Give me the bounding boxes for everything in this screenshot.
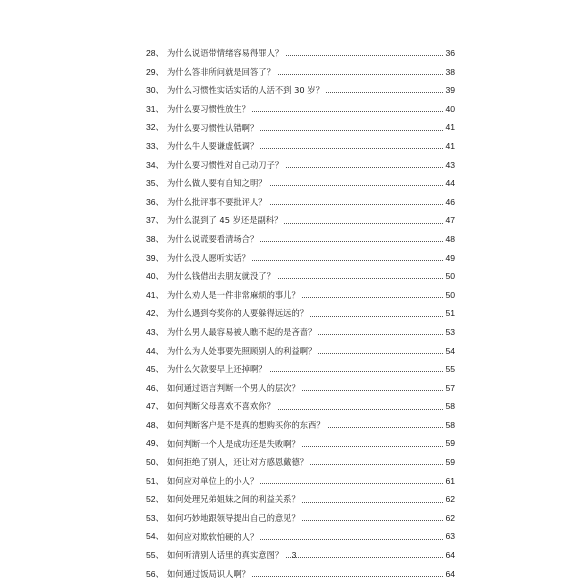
toc-entry-number: 45、 (146, 364, 165, 375)
toc-entry-title-text: 如何应对单位上的小人？ (167, 475, 259, 486)
toc-entry-number: 29、 (146, 66, 165, 77)
table-of-contents (0, 44, 588, 583)
toc-entry-title (167, 365, 269, 373)
toc-entry-page: 46 (445, 196, 455, 207)
toc-entry-page: 59 (445, 457, 455, 468)
toc-entry-title (167, 105, 252, 113)
toc-entry-page: 40 (445, 103, 455, 114)
toc-entry-title (167, 402, 277, 410)
toc-entry-title-text: 如何判断父母喜欢不喜欢你？ (167, 401, 275, 412)
toc-entry-number: 38、 (146, 233, 165, 244)
toc-entry[interactable] (0, 360, 588, 379)
toc-entry-number: 47、 (146, 401, 165, 412)
toc-entry[interactable] (0, 137, 588, 156)
toc-entry-page: 62 (445, 512, 455, 523)
toc-entry[interactable] (0, 211, 588, 230)
toc-entry-title (167, 347, 318, 355)
toc-entry-number: 53、 (146, 512, 165, 523)
toc-entry-number: 43、 (146, 326, 165, 337)
toc-entry-title-text: 为什么没人愿听实话？ (167, 252, 250, 263)
toc-entry[interactable] (0, 267, 588, 286)
toc-entry-title (167, 254, 252, 262)
toc-entry-page: 55 (445, 364, 455, 375)
toc-entry-title-text: 为什么说语带情绪容易得罪人？ (167, 48, 284, 59)
toc-entry[interactable] (0, 193, 588, 212)
toc-entry-title-text: 为什么男人最容易被人瞧不起的是吝啬？ (167, 327, 317, 338)
toc-entry-title-text: 如何巧妙地跟领导提出自己的意见？ (167, 512, 300, 523)
toc-entry-title-text: 为什么钱借出去朋友就没了？ (167, 271, 275, 282)
toc-entry-page: 38 (445, 66, 455, 77)
toc-entry-title (167, 514, 302, 522)
toc-entry-number: 54、 (146, 531, 165, 542)
toc-entry[interactable] (0, 509, 588, 528)
toc-entry-title (167, 68, 277, 76)
toc-entry-page: 50 (445, 271, 455, 282)
toc-entry-title (167, 309, 310, 317)
toc-entry-page: 64 (445, 568, 455, 579)
toc-entry-title-text: 为什么牛人要谦虚低调？ (167, 141, 259, 152)
toc-entry-page: 44 (445, 178, 455, 189)
toc-entry-title-text: 为什么混到了 45 岁还是副科？ (167, 215, 283, 226)
toc-entry-number: 33、 (146, 140, 165, 151)
toc-entry-title (167, 124, 260, 132)
toc-entry-title (167, 384, 302, 392)
toc-entry[interactable] (0, 323, 588, 342)
toc-entry-title (167, 86, 326, 94)
toc-entry-title (167, 570, 252, 578)
toc-entry[interactable] (0, 304, 588, 323)
toc-entry-page: 49 (445, 252, 455, 263)
toc-entry[interactable] (0, 118, 588, 137)
toc-entry-title (167, 272, 277, 280)
toc-entry-title-text: 如何通过饭局识人啊？ (167, 568, 250, 579)
toc-entry-title-text: 如何听清别人话里的真实意图？ (167, 550, 284, 561)
toc-entry-number: 39、 (146, 252, 165, 263)
toc-entry-title-text: 为什么要习惯性放生？ (167, 103, 250, 114)
toc-entry[interactable] (0, 81, 588, 100)
toc-entry-number: 42、 (146, 308, 165, 319)
toc-entry-title-text: 如何判断一个人是成功还是失败啊？ (167, 438, 300, 449)
toc-entry-title-text: 为什么欠款要早上还掉啊？ (167, 364, 267, 375)
toc-entry-title-text: 如何处理兄弟姐妹之间的利益关系？ (167, 494, 300, 505)
toc-entry[interactable] (0, 100, 588, 119)
toc-entry-number: 34、 (146, 159, 165, 170)
toc-entry[interactable] (0, 249, 588, 268)
toc-entry-number: 40、 (146, 271, 165, 282)
toc-entry-title-text: 如何应对欺软怕硬的人？ (167, 531, 259, 542)
toc-entry[interactable] (0, 342, 588, 361)
toc-entry-page: 50 (445, 289, 455, 300)
toc-entry-page: 51 (445, 308, 455, 319)
toc-entry-number: 50、 (146, 457, 165, 468)
toc-entry-page: 61 (445, 475, 455, 486)
toc-entry-number: 52、 (146, 494, 165, 505)
toc-entry[interactable] (0, 472, 588, 491)
toc-entry[interactable] (0, 490, 588, 509)
toc-entry-title (167, 495, 302, 503)
page-number: 3 (291, 550, 297, 560)
toc-entry-title-text: 为什么为人处事要先照顾别人的利益啊？ (167, 345, 317, 356)
toc-entry-title (167, 161, 285, 169)
toc-entry-title (167, 551, 285, 559)
toc-entry-page: 41 (445, 140, 455, 151)
toc-entry-number: 37、 (146, 215, 165, 226)
toc-entry-title-text: 为什么要习惯性对自己动刀子？ (167, 159, 284, 170)
toc-entry-page: 53 (445, 326, 455, 337)
toc-entry-title-text: 为什么要习惯性认错啊？ (167, 122, 259, 133)
toc-entry-page: 48 (445, 233, 455, 244)
toc-entry-title-text: 如何拒绝了别人，还让对方感恩戴德？ (167, 457, 309, 468)
toc-entry-title-text: 为什么说谎要看清场合？ (167, 234, 259, 245)
toc-entry-title (167, 216, 284, 224)
toc-entry-number: 30、 (146, 85, 165, 96)
toc-entry-number: 32、 (146, 122, 165, 133)
toc-entry-number: 31、 (146, 103, 165, 114)
toc-entry[interactable] (0, 156, 588, 175)
toc-entry-title (167, 142, 260, 150)
toc-entry-title (167, 179, 269, 187)
toc-entry-page: 58 (445, 419, 455, 430)
toc-entry-page: 54 (445, 345, 455, 356)
toc-entry-number: 41、 (146, 289, 165, 300)
toc-entry[interactable] (0, 453, 588, 472)
toc-entry-number: 28、 (146, 48, 165, 58)
toc-entry-title-text: 为什么习惯性实话实话的人活不到 30 岁？ (167, 85, 324, 96)
toc-entry-number: 46、 (146, 382, 165, 393)
toc-entry[interactable] (0, 379, 588, 398)
toc-entry-page: 58 (445, 401, 455, 412)
toc-entry[interactable] (0, 230, 588, 249)
toc-entry-page: 41 (445, 122, 455, 133)
toc-entry-title-text: 为什么劝人是一件非常麻烦的事儿？ (167, 289, 300, 300)
toc-entry-title (167, 198, 269, 206)
toc-entry-title (167, 421, 327, 429)
toc-entry-number: 55、 (146, 550, 165, 561)
toc-entry-number: 36、 (146, 196, 165, 207)
toc-entry-title-text: 如何判断客户是不是真的想购买你的东西？ (167, 420, 325, 431)
toc-entry-title-text: 为什么遇到夸奖你的人要躲得远远的？ (167, 308, 309, 319)
toc-entry-page: 39 (445, 85, 455, 96)
toc-entry[interactable] (0, 63, 588, 82)
toc-entry-title (167, 533, 260, 541)
toc-entry-title (167, 477, 260, 485)
toc-entry-page: 59 (445, 438, 455, 449)
toc-entry-number: 51、 (146, 475, 165, 486)
toc-entry[interactable] (0, 434, 588, 453)
toc-entry-title (167, 235, 260, 243)
toc-entry-title-text: 为什么答非所问就是回答了？ (167, 66, 275, 77)
toc-entry-title (167, 440, 302, 448)
toc-entry-number: 35、 (146, 178, 165, 189)
toc-entry-page: 47 (445, 215, 455, 226)
toc-entry-title-text: 为什么批评事不要批评人？ (167, 196, 267, 207)
toc-entry-title-text: 为什么做人要有自知之明？ (167, 178, 267, 189)
toc-entry-number: 56、 (146, 568, 165, 579)
toc-entry[interactable] (0, 286, 588, 305)
toc-entry-number: 48、 (146, 419, 165, 430)
toc-entry[interactable] (0, 416, 588, 435)
toc-entry-page: 36 (445, 48, 455, 58)
toc-entry[interactable] (0, 174, 588, 193)
toc-entry-title (167, 328, 318, 336)
toc-entry[interactable] (0, 397, 588, 416)
toc-entry-page: 63 (445, 531, 455, 542)
toc-entry-page: 64 (445, 550, 455, 561)
toc-entry[interactable] (0, 527, 588, 546)
toc-entry-title (167, 458, 310, 466)
toc-entry[interactable] (0, 565, 588, 584)
toc-entry-number: 44、 (146, 345, 165, 356)
toc-entry[interactable] (0, 44, 588, 63)
toc-entry-title-text: 如何通过语言判断一个男人的层次？ (167, 382, 300, 393)
toc-entry-page: 43 (445, 159, 455, 170)
toc-entry-number: 49、 (146, 438, 165, 449)
toc-entry-page: 62 (445, 494, 455, 505)
toc-entry-title (167, 291, 302, 299)
toc-entry-title (167, 49, 285, 57)
toc-entry-page: 57 (445, 382, 455, 393)
